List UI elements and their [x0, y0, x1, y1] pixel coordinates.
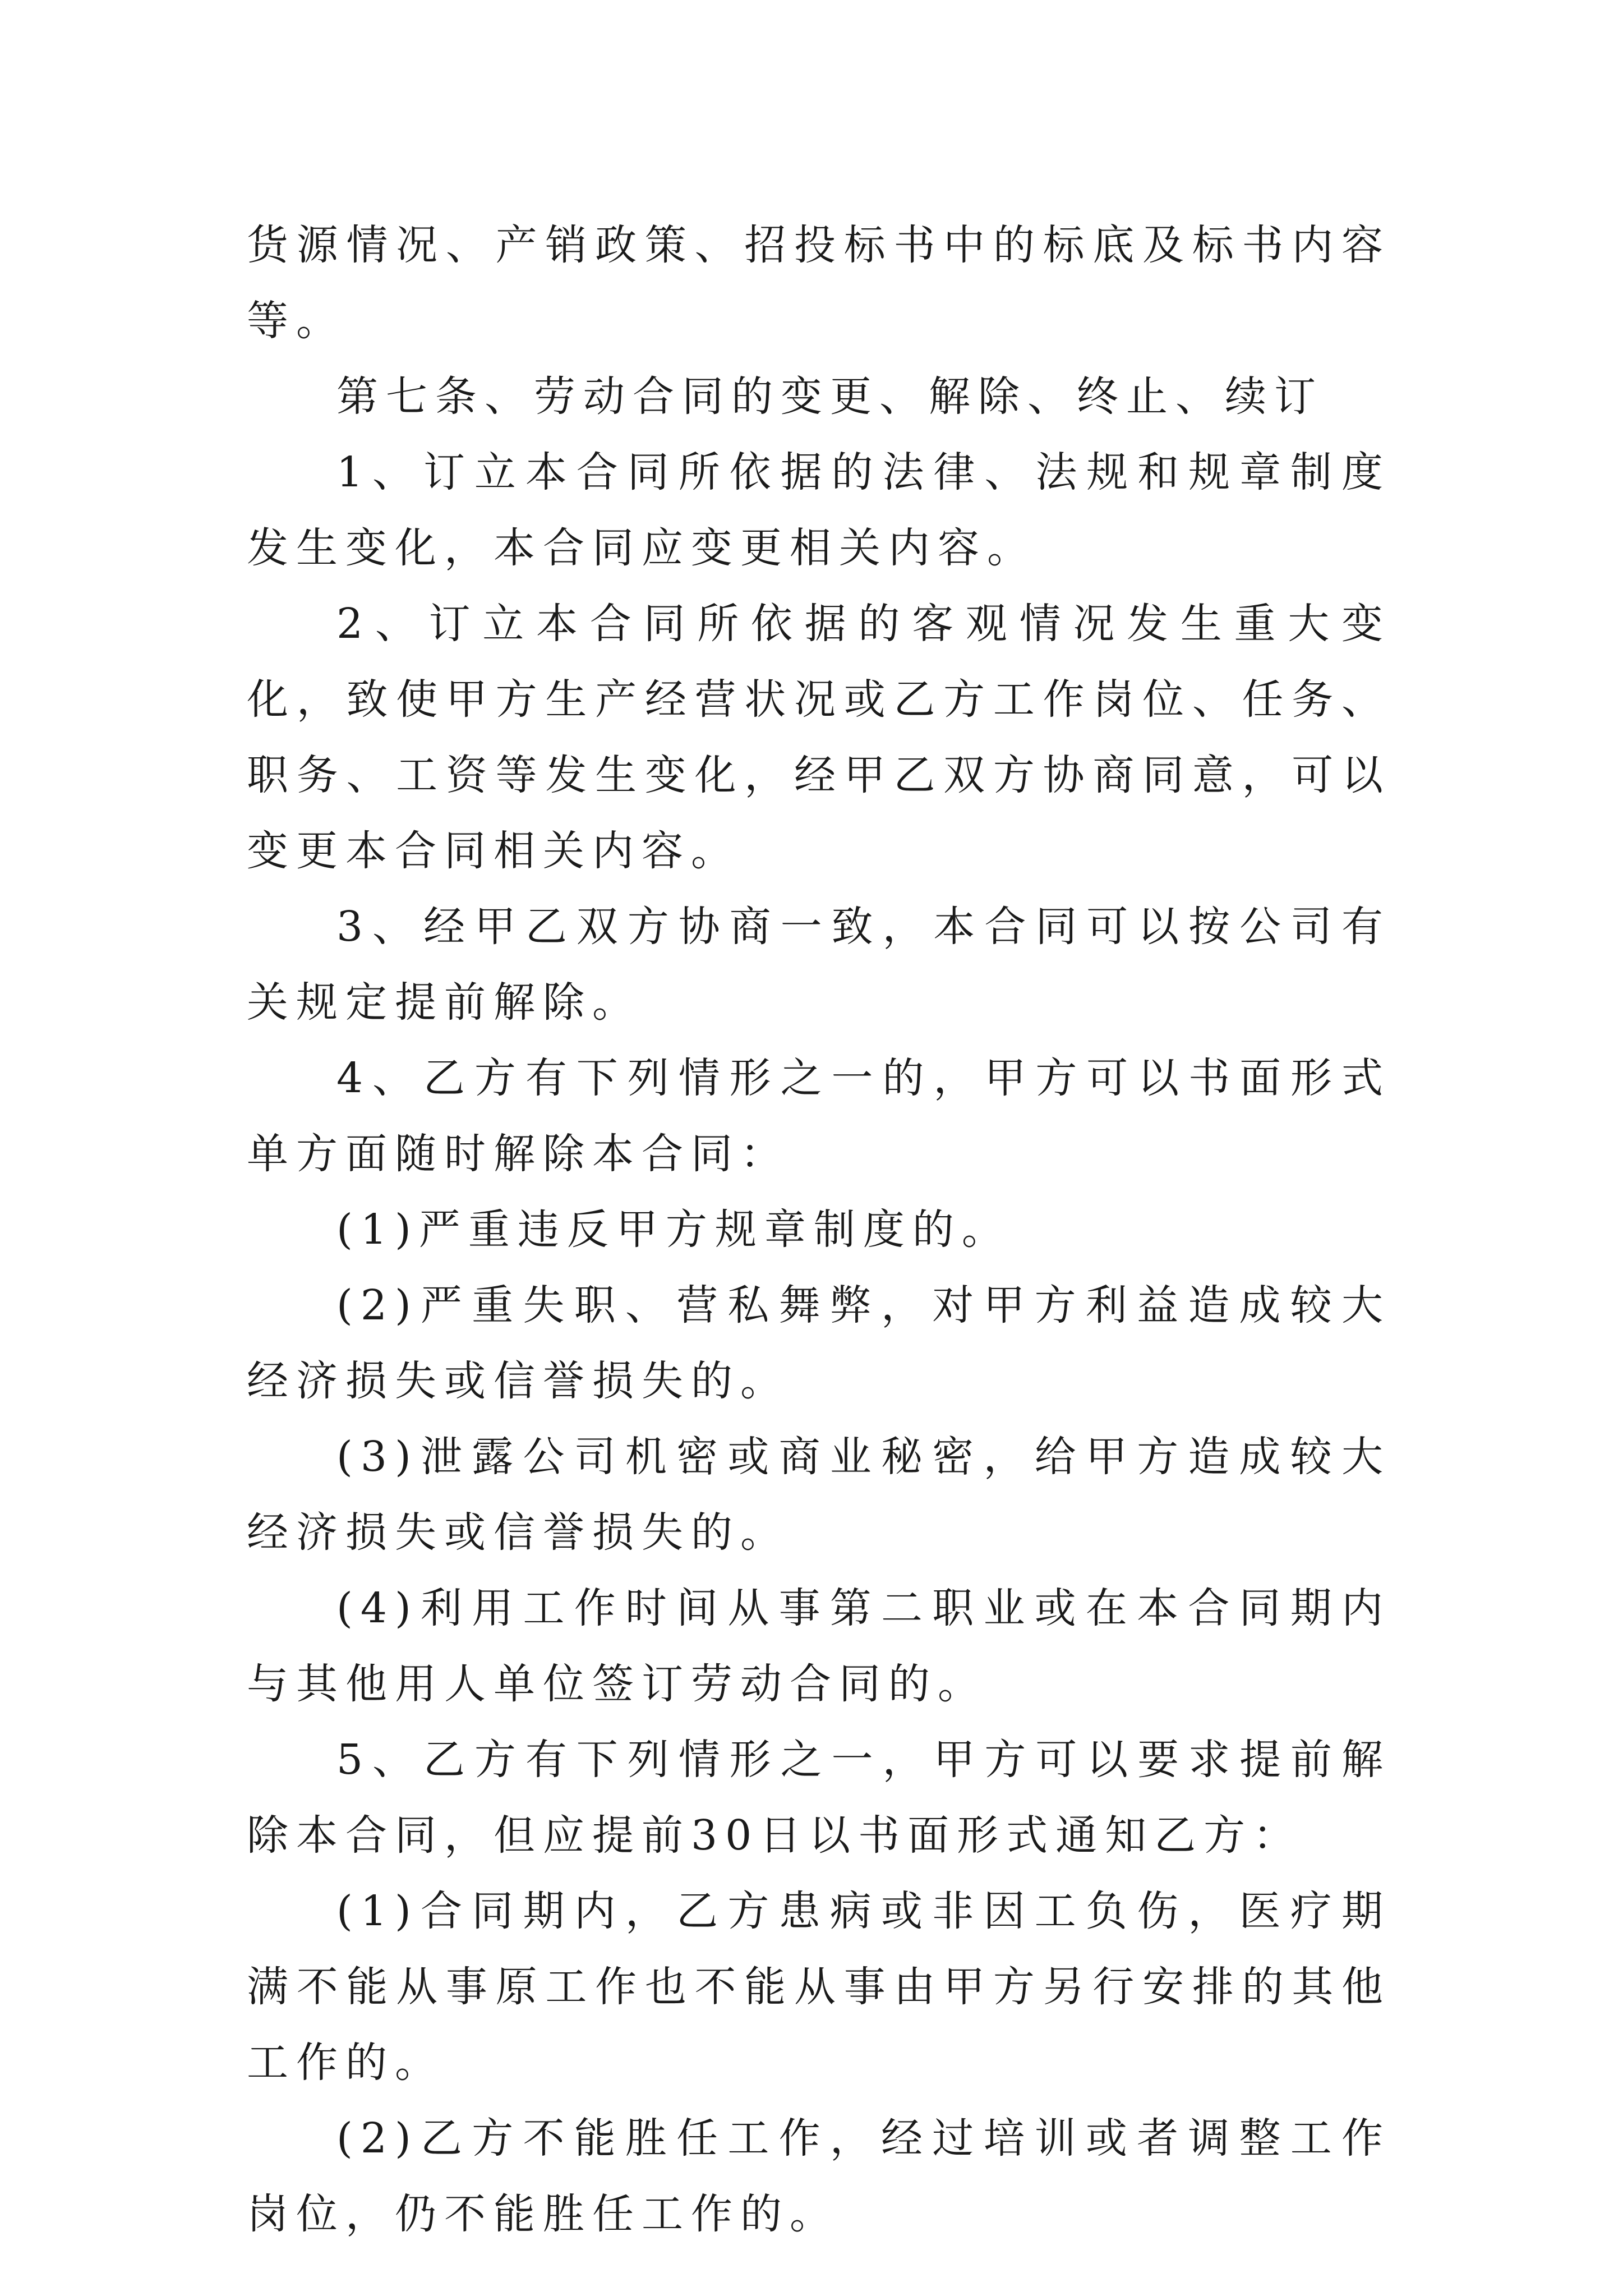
- section-heading: 第七条、劳动合同的变更、解除、终止、续订: [336, 372, 1324, 421]
- paragraph: 5、乙方有下列情形之一，甲方可以要求提前解除本合同，但应提前30日以书面形式通知乙方：: [247, 1736, 1391, 1860]
- paragraph: 4、乙方有下列情形之一的，甲方可以书面形式单方面随时解除本合同：: [247, 1054, 1391, 1178]
- list-item: (1)合同期内，乙方患病或非因工负伤，医疗期满不能从事原工作也不能从事由甲方另行安排的其他工作的。: [247, 1887, 1391, 2087]
- paragraph: 3、经甲乙双方协商一致，本合同可以按公司有关规定提前解除。: [247, 903, 1391, 1027]
- list-item: (1)严重违反甲方规章制度的。: [336, 1205, 1011, 1254]
- list-item: (2)乙方不能胜任工作，经过培训或者调整工作岗位，仍不能胜任工作的。: [247, 2114, 1391, 2238]
- paragraph: 2、订立本合同所依据的客观情况发生重大变化，致使甲方生产经营状况或乙方工作岗位、任务、职务、工资等发生变化，经甲乙双方协商同意，可以变更本合同相关内容。: [247, 600, 1391, 875]
- list-item: (3)泄露公司机密或商业秘密，给甲方造成较大经济损失或信誉损失的。: [247, 1433, 1391, 1557]
- paragraph: 货源情况、产销政策、招投标书中的标底及标书内容等。: [247, 221, 1391, 345]
- list-item: (2)严重失职、营私舞弊，对甲方利益造成较大经济损失或信誉损失的。: [247, 1281, 1391, 1405]
- document-body: [247, 208, 1391, 2252]
- paragraph: 1、订立本合同所依据的法律、法规和规章制度发生变化，本合同应变更相关内容。: [247, 448, 1391, 572]
- list-item: (4)利用工作时间从事第二职业或在本合同期内与其他用人单位签订劳动合同的。: [247, 1584, 1391, 1708]
